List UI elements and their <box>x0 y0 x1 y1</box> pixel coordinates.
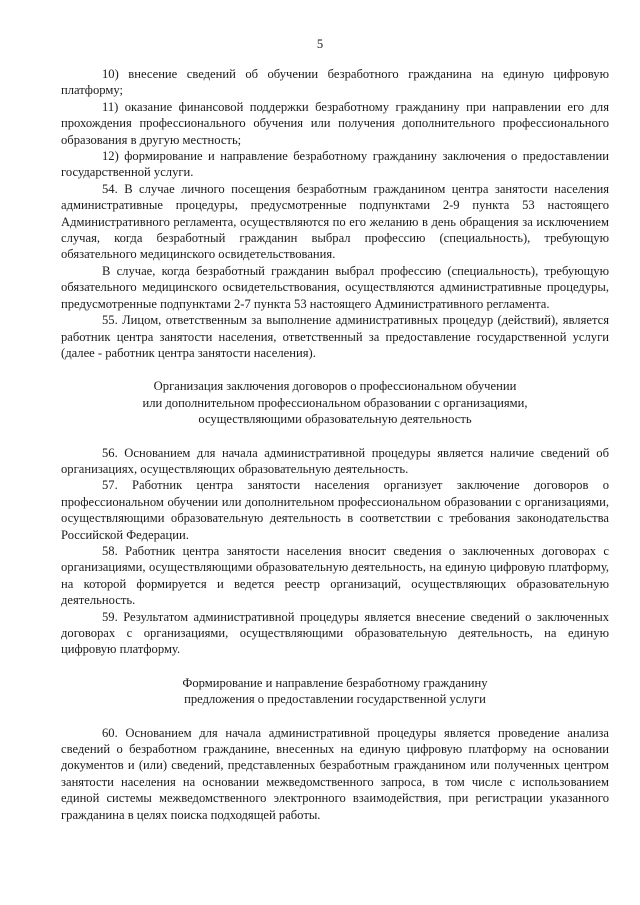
heading-line: Организация заключения договоров о профессиональном обучении <box>153 379 517 394</box>
paragraph-item-11: 11) оказание финансовой поддержки безработному гражданину при направлении его для прохождения профессионального обучения или получения дополнительного профессионального образования в другую местность; <box>61 99 609 147</box>
paragraph-54-continued: В случае, когда безработный гражданин выбрал профессию (специальность), требующую обязательного медицинского освидетельствования, осуществляются административные процедуры, предусмотренные подпунктами 2-7 пункта 53 настоящего Административного регламента. <box>61 263 609 311</box>
spacer <box>61 428 609 445</box>
section-heading-proposal <box>61 675 609 708</box>
paragraph-54: 54. В случае личного посещения безработным гражданином центра занятости населения административные процедуры, предусмотренные подпунктами 2-9 пункта 53 настоящего Административного регламента, осуществляются по его желанию в день обращения за исключением случая, когда безработный гражданин выбрал профессию (специальность), требующую обязательного медицинского освидетельствования. <box>61 181 609 262</box>
paragraph-58: 58. Работник центра занятости населения вносит сведения о заключенных договорах с организациями, осуществляющими образовательную деятельность, на единую цифровую платформу, на которой формируется и ведется реестр организаций, осуществляющих образовательную деятельность. <box>61 543 609 608</box>
spacer <box>61 708 609 725</box>
paragraph-item-12: 12) формирование и направление безработному гражданину заключения о предоставлении государственной услуги. <box>61 149 609 180</box>
heading-line: или дополнительном профессиональном образовании с организациями, <box>142 395 528 410</box>
paragraph-57: 57. Работник центра занятости населения организует заключение договоров о профессиональном обучении или дополнительном профессиональном образовании с организациями, осуществляющими образовательную деятельность в соответствии с требования законодательства Российской Федерации. <box>61 478 609 542</box>
paragraph-56: 56. Основанием для начала административной процедуры является наличие сведений об организациях, осуществляющих образовательную деятельность. <box>61 445 609 476</box>
heading-line: Формирование и направление безработному гражданину <box>182 675 488 690</box>
section-heading-contracts <box>61 378 609 427</box>
paragraph-60: 60. Основанием для начала административной процедуры является проведение анализа сведений о безработном гражданине, внесенных на единую цифровую платформу на основании документов и (или) сведений, представленных безработным гражданином или полученных центром занятости населения на основании межведомственного запроса, в том числе с использованием единой системы межведомственного электронного взаимодействия, при регистрации указанного гражданина в целях поиска подходящей работы. <box>61 725 609 822</box>
paragraph-item-10: 10) внесение сведений об обучении безработного гражданина на единую цифровую платформу; <box>61 67 609 98</box>
heading-line: осуществляющими образовательную деятельность <box>198 412 472 427</box>
page-number: 5 <box>316 37 324 51</box>
spacer <box>61 658 609 675</box>
document-body <box>61 66 609 823</box>
heading-line: предложения о предоставлении государственной услуги <box>184 692 486 707</box>
paragraph-59: 59. Результатом административной процедуры является внесение сведений о заключенных договорах с организациями, осуществляющими образовательную деятельность, на единую цифровую платформу. <box>61 609 609 657</box>
spacer <box>61 361 609 378</box>
paragraph-55: 55. Лицом, ответственным за выполнение административных процедур (действий), является работник центра занятости населения, ответственный за предоставление государственной услуги (далее - работник центра занятости населения). <box>61 313 609 360</box>
